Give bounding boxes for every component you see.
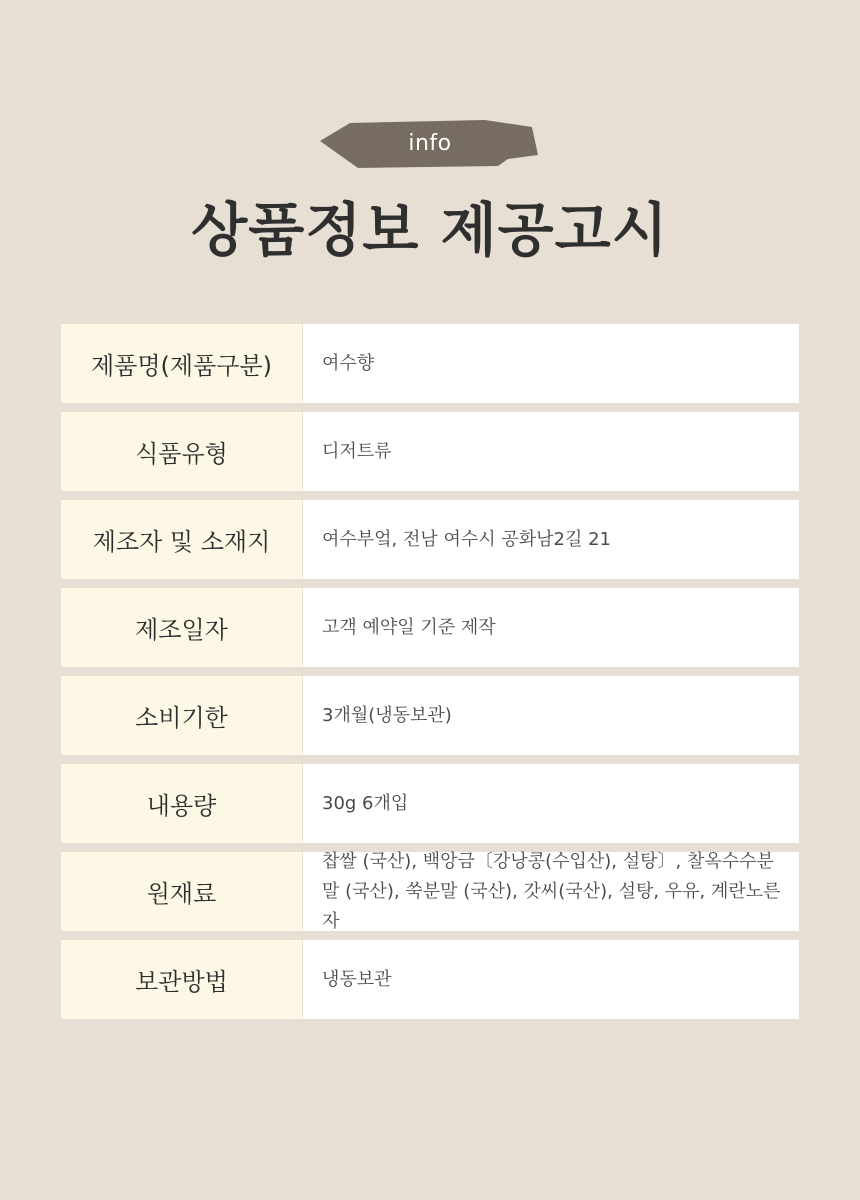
table-row bbox=[61, 764, 799, 843]
table-row bbox=[61, 852, 799, 931]
info-badge bbox=[320, 119, 540, 169]
row-value: 디저트류 bbox=[303, 412, 799, 491]
table-row bbox=[61, 500, 799, 579]
table-row bbox=[61, 412, 799, 491]
row-value: 3개월(냉동보관) bbox=[303, 676, 799, 755]
row-key: 제품명(제품구분) bbox=[61, 324, 303, 403]
row-key: 식품유형 bbox=[61, 412, 303, 491]
row-key: 보관방법 bbox=[61, 940, 303, 1019]
row-key: 원재료 bbox=[61, 852, 303, 931]
table-row bbox=[61, 676, 799, 755]
row-key: 제조자 및 소재지 bbox=[61, 500, 303, 579]
row-key: 제조일자 bbox=[61, 588, 303, 667]
badge-label: info bbox=[408, 131, 452, 156]
row-value: 여수부엌, 전남 여수시 공화남2길 21 bbox=[303, 500, 799, 579]
row-key: 내용량 bbox=[61, 764, 303, 843]
table-row bbox=[61, 324, 799, 403]
row-key: 소비기한 bbox=[61, 676, 303, 755]
row-value: 여수향 bbox=[303, 324, 799, 403]
row-value: 30g 6개입 bbox=[303, 764, 799, 843]
table-row bbox=[61, 940, 799, 1019]
table-row bbox=[61, 588, 799, 667]
row-value: 찹쌀 (국산), 백앙금〔강낭콩(수입산), 설탕〕, 찰옥수수분말 (국산), 쑥분말 (국산), 갓씨(국산), 설탕, 우유, 계란노른자 bbox=[303, 852, 799, 931]
row-value: 냉동보관 bbox=[303, 940, 799, 1019]
page-title: 상품정보 제공고시 bbox=[191, 196, 669, 264]
product-info-table bbox=[61, 324, 799, 1028]
row-value: 고객 예약일 기준 제작 bbox=[303, 588, 799, 667]
